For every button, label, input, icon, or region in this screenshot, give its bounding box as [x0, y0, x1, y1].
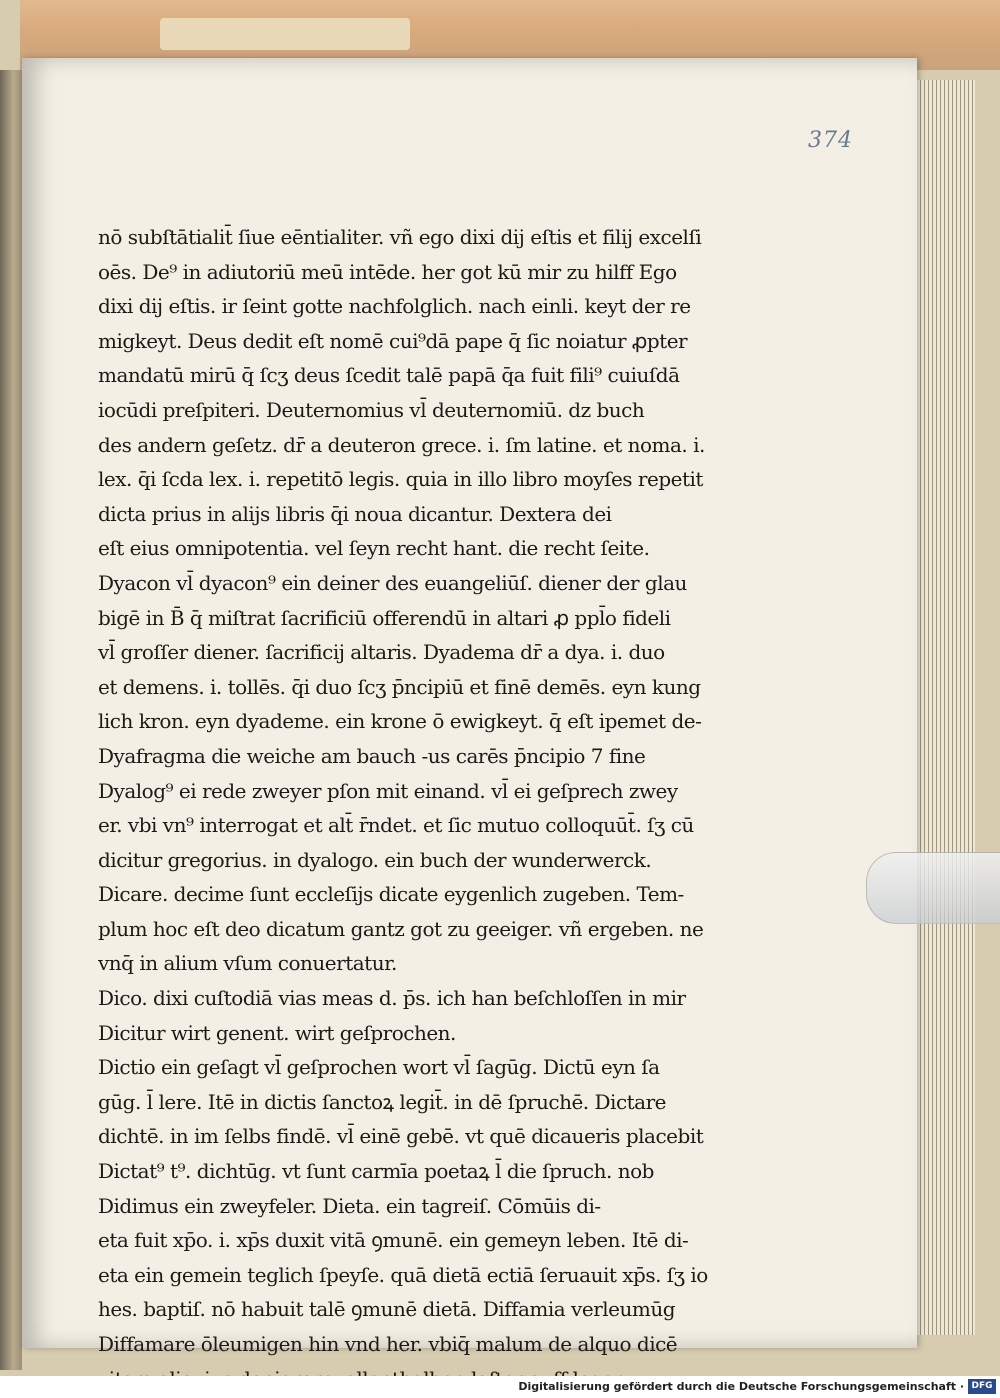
text-line: er. vbi vn⁹ interrogat et alt̄ r̄ndet. et ſic mutuo colloquūt̄. ſʒ cū	[98, 813, 694, 838]
text-line: plum hoc eſt deo dicatum gantz got zu geeiger. vñ ergeben. ne	[98, 916, 704, 941]
text-line: dichtē. in im ſelbs findē. vl̄ einē gebē. vt quē dicaueris placebit	[98, 1124, 704, 1149]
text-line: Dyafragma die weiche am bauch -us carēs p̄ncipio 7 fine	[98, 743, 646, 768]
text-line: Dictio ein geſagt vl̄ geſprochen wort vl̄ ſagūg. Dictū eyn ſa	[98, 1055, 660, 1080]
text-line: lich kron. eyn dyademe. ein krone ō ewigkeyt. q̄ eſt ipemet de-	[98, 709, 702, 734]
text-line: vl̄ groſſer diener. ſacrificij altaris. Dyadema dr̄ a dya. i. duo	[98, 640, 665, 665]
text-line: lex. q̄i ſcda lex. i. repetitō legis. quia in illo libro moyſes repetit	[98, 467, 703, 492]
text-line: des andern geſetz. dr̄ a deuteron grece. i. ſm latine. et noma. i.	[98, 432, 705, 457]
page-clip	[866, 852, 1000, 924]
page-text	[98, 220, 773, 1396]
text-line: mandatū mirū q̄ ſcʒ deus ſcedit talē papā q̄a fuit fili⁹ cuiuſdā	[98, 363, 680, 388]
text-line: eſt eius omnipotentia. vel ſeyn recht hant. die recht ſeite.	[98, 536, 650, 561]
text-line: iocūdi preſpiteri. Deuternomius vl̄ deuternomiū. dz buch	[98, 397, 645, 422]
text-line: dicitur gregorius. in dyalogo. ein buch der wunderwerck.	[98, 847, 652, 872]
dfg-logo: DFG	[968, 1379, 996, 1394]
text-line: dicta prius in alijs libris q̄i noua dicantur. Dextera dei	[98, 501, 612, 526]
text-line: Didimus ein zweyfeler. Dieta. ein tagreiſ. Cōmūis di-	[98, 1193, 601, 1218]
text-line: Dyacon vl̄ dyacon⁹ ein deiner des euangeliūſ. diener der glau	[98, 570, 687, 595]
text-line: gūg. l̄ lere. Itē in dictis ſanctoꝝ legit̄. in dē ſpruchē. Dictare	[98, 1089, 667, 1114]
text-line: vnq̄ in alium vſum conuertatur.	[98, 951, 397, 976]
text-line: oēs. De⁹ in adiutoriū meū intēde. her got kū mir zu hilff Ego	[98, 259, 677, 284]
text-line: et demens. i. tollēs. q̄i duo ſcʒ p̄ncipiū et finē demēs. eyn kung	[98, 674, 701, 699]
text-line: nō subſtātialit̄ ſiue eēntialiter. vñ ego dixi dij eſtis et filij excelſi	[98, 225, 702, 249]
footer-credit: Digitalisierung gefördert durch die Deutsche Forschungsgemeinschaft ·	[518, 1380, 964, 1393]
text-line: eta ein gemein teglich ſpeyſe. quā dietā ectiā ſeruauit xp̄s. ſʒ io	[98, 1262, 708, 1287]
text-line: Dyalog⁹ ei rede zweyer pſon mit einand. vl̄ ei geſprech zwey	[98, 778, 678, 803]
text-line: Dico. dixi cuſtodiā vias meas d. p̄s. ich han beſchloſſen in mir	[98, 986, 686, 1011]
facing-page-edge	[0, 70, 22, 1370]
text-line: Diffamare ōleumigen hin vnd her. vbiq̄ malum de alquo dicē	[98, 1332, 678, 1356]
spine-label	[160, 18, 410, 50]
text-line: hes. baptiſ. nō habuit talē ꝯmunē dietā. Diffamia verleumūg	[98, 1297, 676, 1322]
text-line: migkeyt. Deus dedit eſt nomē cui⁹dā pape q̄ ſic noiatur ꝓpter	[98, 328, 688, 353]
text-line: Dicitur wirt genent. wirt geſprochen.	[98, 1020, 456, 1045]
text-line: dixi dij eſtis. ir ſeint gotte nachfolglich. nach einli. keyt der re	[98, 294, 691, 319]
folio-number: 374	[808, 128, 853, 153]
text-line: Dicare. decime ſunt eccleſijs dicate eygenlich zugeben. Tem-	[98, 882, 684, 907]
text-line: Dictat⁹ t⁹. dichtūg. vt ſunt carmīa poetaꝝ l̄ die ſpruch. nob	[98, 1159, 654, 1184]
text-line: bigē in B̄ q̄ miſtrat ſacrificiū offerendū in altari ꝓ ppl̄o fideli	[98, 605, 671, 630]
text-line: eta fuit xp̄o. i. xp̄s duxit vitā ꝯmunē. ein gemeyn leben. Itē di-	[98, 1228, 689, 1253]
